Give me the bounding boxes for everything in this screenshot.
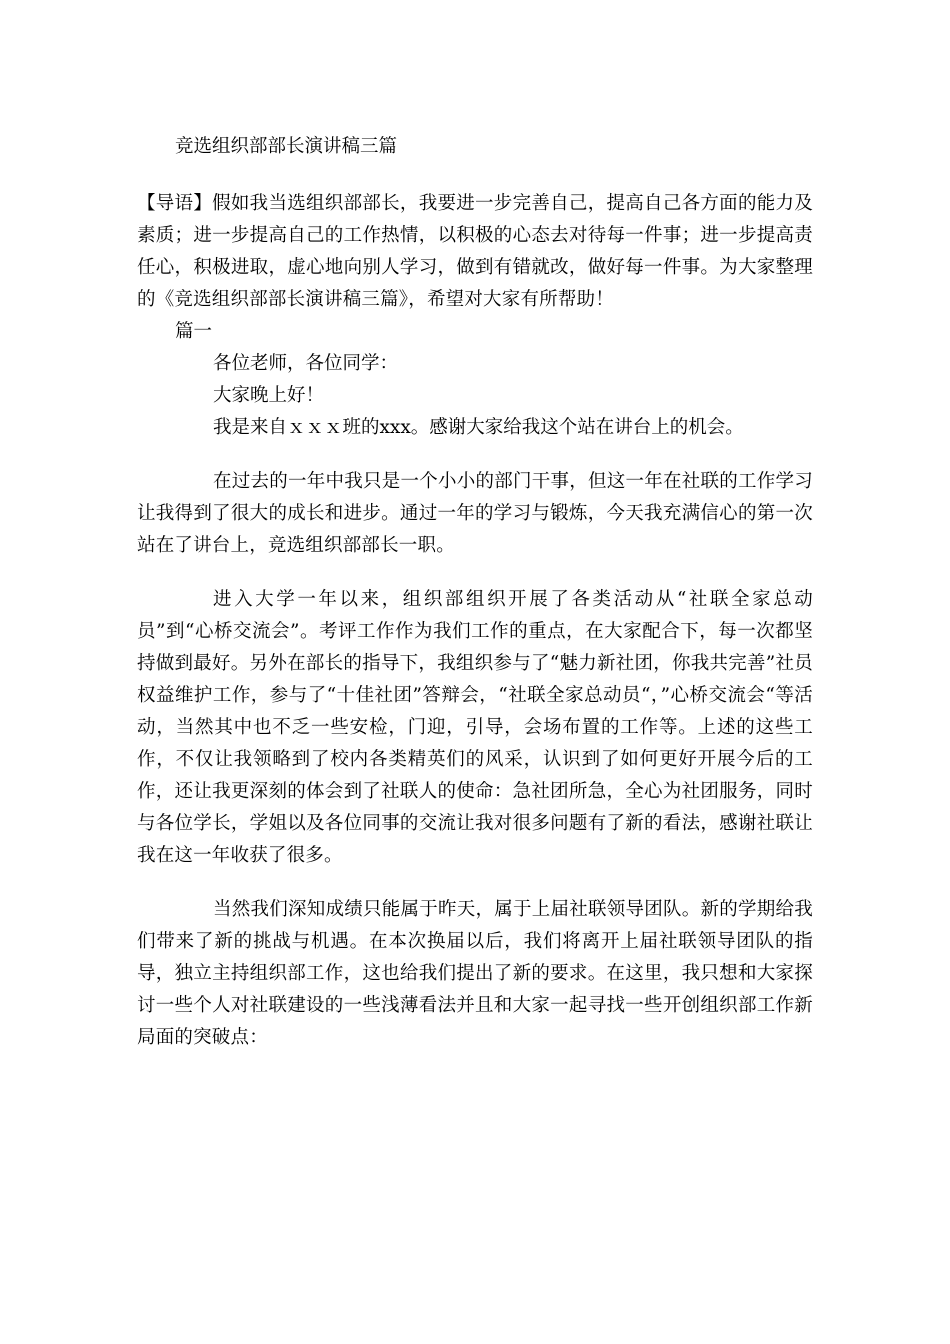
document-title: 竞选组织部部长演讲稿三篇 [175, 136, 398, 157]
section-heading: 篇一 [175, 321, 213, 342]
salutation: 各位老师，各位同学： [213, 353, 399, 374]
document-page [137, 128, 813, 1054]
self-intro: 我是来自ｘｘｘ班的xxx。感谢大家给我这个站在讲台上的机会。 [213, 417, 744, 438]
body-paragraph-2: 进入大学一年以来，组织部组织开展了各类活动从“社联全家总动员”到“心桥交流会”。考评工作作为我们工作的重点，在大家配合下，每一次都坚持做到最好。另外在部长的指导下，我组织参与了“魅力新社团，你我共完善”社员权益维护工作，参与了“十佳社团”答辩会，“社联全家总动员“，”心桥交流会“等活动，当然其中也不乏一些安检，门迎，引导，会场布置的工作等。上述的这些工作，不仅让我领略到了校内各类精英们的风采，认识到了如何更好开展今后的工作，还让我更深刻的体会到了社联人的使命：急社团所急，全心为社团服务，同时与各位学长，学姐以及各位同事的交流让我对很多问题有了新的看法，感谢社联让我在这一年收获了很多。 [137, 589, 813, 866]
greeting: 大家晚上好！ [213, 385, 325, 406]
intro-paragraph: 【导语】假如我当选组织部部长，我要进一步完善自己，提高自己各方面的能力及素质；进一步提高自己的工作热情，以积极的心态去对待每一件事；进一步提高责任心，积极进取，虚心地向别人学习，做到有错就改，做好每一件事。为大家整理的《竞选组织部部长演讲稿三篇》，希望对大家有所帮助！ [137, 193, 813, 310]
body-paragraph-3: 当然我们深知成绩只能属于昨天，属于上届社联领导团队。新的学期给我们带来了新的挑战与机遇。在本次换届以后，我们将离开上届社联领导团队的指导，独立主持组织部工作，这也给我们提出了新的要求。在这里，我只想和大家探讨一些个人对社联建设的一些浅薄看法并且和大家一起寻找一些开创组织部工作新局面的突破点： [137, 899, 813, 1048]
body-paragraph-1: 在过去的一年中我只是一个小小的部门干事，但这一年在社联的工作学习让我得到了很大的成长和进步。通过一年的学习与锻炼，今天我充满信心的第一次站在了讲台上，竞选组织部部长一职。 [137, 471, 813, 556]
